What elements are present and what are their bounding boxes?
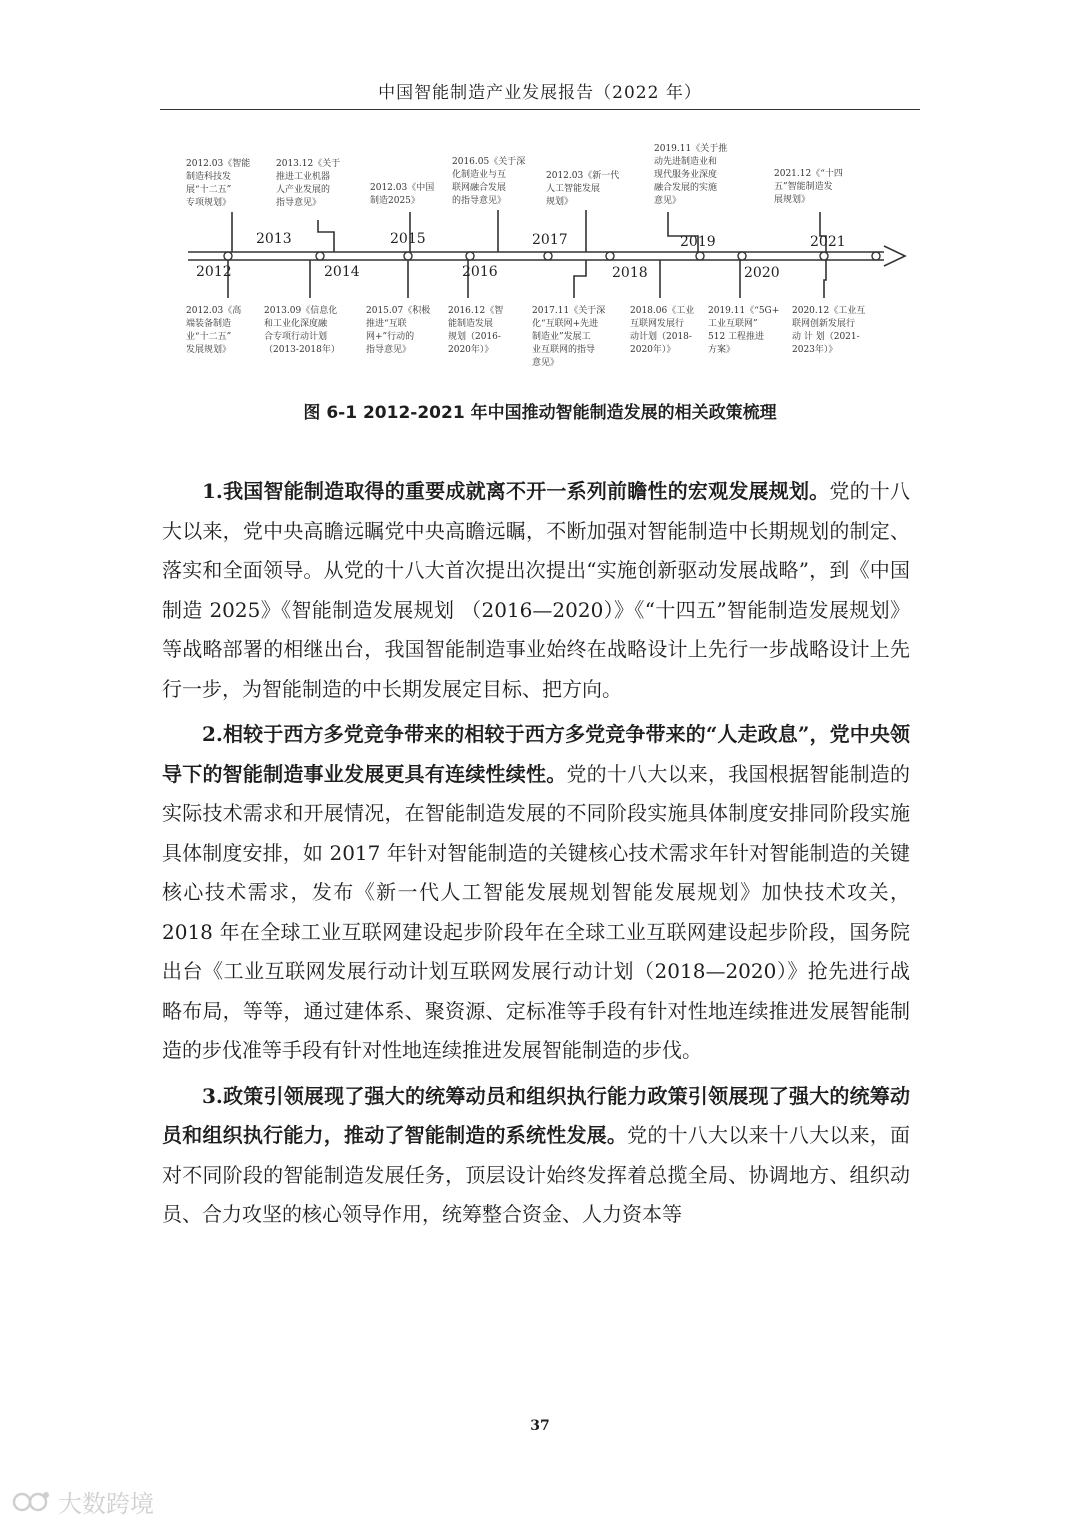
timeline-event-bottom: 2019.11《“5G+ 工业互联网” 512 工程推进 方案》 [708, 306, 780, 355]
timeline-event-top: 2012.03《中国 制造2025》 [370, 183, 435, 206]
paragraph [162, 715, 910, 1071]
timeline-event-bottom: 2012.03《高 端装备制造 业“十二五” 发展规划》 [186, 306, 242, 355]
year-label-2013: 2013 [256, 231, 292, 247]
year-label-2019: 2019 [680, 234, 716, 250]
timeline-event-top: 2021.12《“十四 五”智能制造发 展规划》 [774, 169, 843, 205]
year-label-2016: 2016 [462, 264, 498, 280]
timeline-event-bottom: 2013.09《信息化 和工业化深度融 合专项行动计划 （2013-2018年） [264, 306, 340, 355]
timeline-event-top: 2012.03《新一代 人工智能发展 规划》 [546, 171, 620, 207]
timeline-event-bottom: 2017.11《关于深 化“互联网+先进 制造业”发展工 业互联网的指导 意见》 [532, 306, 606, 368]
year-label-2017: 2017 [532, 232, 568, 248]
paragraph-text: 党的十八大以来，党中央高瞻远瞩党中央高瞻远瞩，不断加强对智能制造中长期规划的制定、落实和全面领导。从党的十八大首次提出次提出“实施创新驱动发展战略”，到《中国制造 2025》《智能制造发展规划 （2016—2020）》《“十四五”智能制造发展规划》等战略部署的相继出台，我国智能制造事业始终在战略设计上先行一步战略设计上先行一步，为智能制造的中长期发展定目标、把方向。 [162, 479, 911, 701]
year-label-2015: 2015 [390, 231, 426, 247]
paragraph-text: 党的十八大以来十八大以来，面对不同阶段的智能制造发展任务，顶层设计始终发挥着总揽全局、协调地方、组织动员、合力攻坚的核心领导作用，统筹整合资金、人力资本等 [162, 1123, 911, 1226]
page-header: 中国智能制造产业发展报告（2022 年） [160, 78, 920, 110]
timeline-event-bottom: 2015.07《积极 推进“互联 网+”行动的 指导意见》 [366, 306, 431, 355]
paragraph [162, 472, 910, 709]
timeline-event-bottom: 2016.12《智 能制造发展 规划（2016- 2020年）》 [448, 306, 504, 355]
timeline-event-bottom: 2018.06《工业 互联网发展行 动计划（2018- 2020年）》 [630, 306, 695, 355]
year-label-2021: 2021 [810, 234, 846, 250]
paragraph-lead: 2.相较于西方多党竞争带来的相较于西方多党竞争带来的“人走政息”，党中央领导下的智能制造事业发展更具有连续性续性。 [162, 722, 910, 786]
timeline-event-top: 2013.12《关于 推进工业机器 人产业发展的 指导意见》 [276, 159, 341, 208]
paragraph [162, 1077, 910, 1235]
timeline-event-top: 2019.11《关于推 动先进制造业和 现代服务业深度 融合发展的实施 意见》 [654, 144, 728, 206]
timeline-event-bottom: 2020.12《工业互 联网创新发展行 动 计 划（2021- 2023年）》 [792, 306, 866, 355]
year-label-2020: 2020 [744, 265, 780, 281]
watermark-text: 大数跨境 [58, 1490, 154, 1518]
timeline-event-top: 2016.05《关于深 化制造业与互 联网融合发展 的指导意见》 [452, 157, 526, 206]
watermark-logo-icon [12, 1489, 52, 1515]
watermark [12, 1484, 154, 1519]
paragraph-text: 党的十八大以来，我国根据智能制造的实际技术需求和开展情况，在智能制造发展的不同阶段实施具体制度安排同阶段实施具体制度安排，如 2017 年针对智能制造的关键核心技术需求年针对智能制造的关键核心技术需求，发布《新一代人工智能发展规划智能发展规划》加快技术攻关，2018 年在全球工业互联网建设起步阶段年在全球工业互联网建设起步阶段，国务院出台《工业互联网发展行动计划互联网发展行动计划（2018—2020）》抢先进行战略布局，等等，通过建体系、聚资源、定标准等手段有针对性地连续推进发展智能制造的步伐准等手段有针对性地连续推进发展智能制造的步伐。 [162, 761, 911, 1062]
paragraph-lead: 1.我国智能制造取得的重要成就离不开一系列前瞻性的宏观发展规划。 [202, 479, 830, 503]
year-label-2012: 2012 [196, 264, 232, 280]
paragraph-lead: 3.政策引领展现了强大的统筹动员和组织执行能力政策引领展现了强大的统筹动员和组织执行能力，推动了智能制造的系统性发展。 [162, 1083, 910, 1147]
year-label-2018: 2018 [612, 265, 648, 281]
figure-caption: 图 6-1 2012-2021 年中国推动智能制造发展的相关政策梳理 [303, 403, 777, 423]
timeline-event-top: 2012.03《智能 制造科技发 展“十二五” 专项规划》 [186, 159, 251, 208]
policy-timeline-figure [0, 0, 1080, 400]
body-text [162, 472, 910, 1241]
page-number: 37 [530, 1418, 550, 1434]
year-label-2014: 2014 [324, 264, 360, 280]
